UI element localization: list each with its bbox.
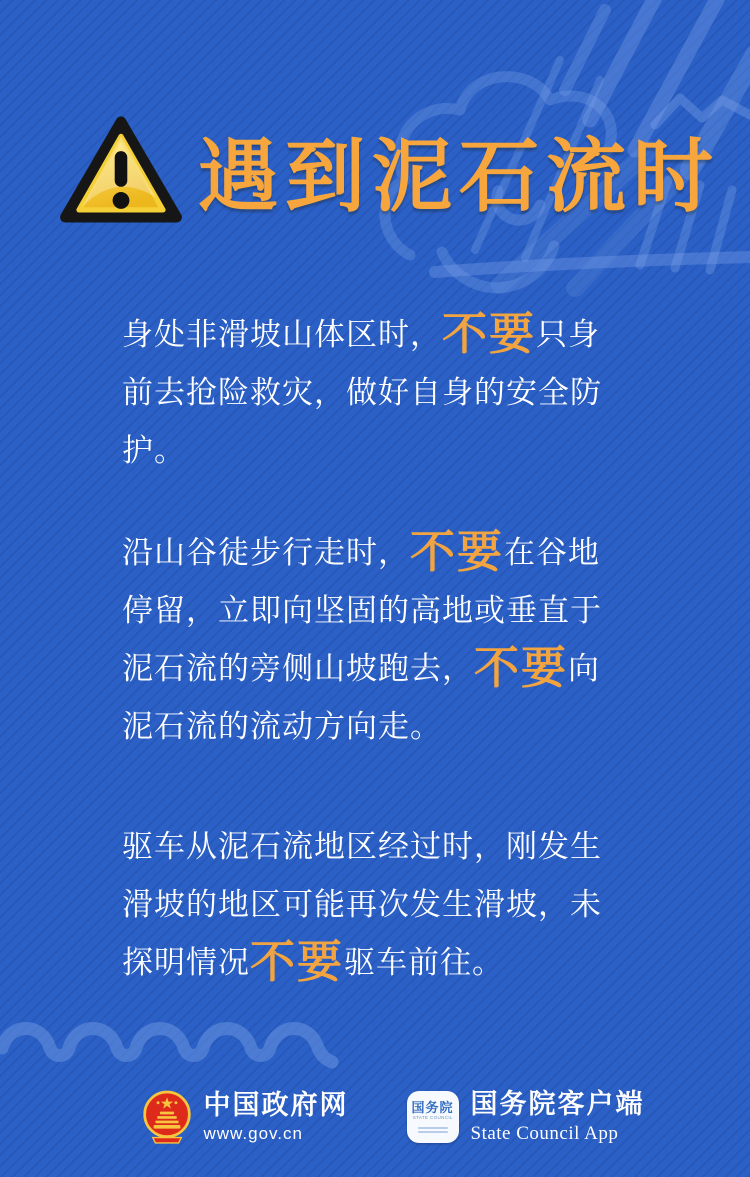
- wave-decoration: [0, 1008, 380, 1080]
- text-line: [122, 818, 662, 876]
- app-icon-lines: [418, 1125, 448, 1133]
- app-icon-title: 国务院: [411, 1099, 454, 1115]
- safety-paragraph: [122, 524, 662, 756]
- text-segment: 前去抢险救灾，做好自身的安全防: [122, 375, 602, 410]
- text-segment: 向: [568, 651, 601, 686]
- safety-paragraph: [122, 818, 662, 992]
- text-segment: 滑坡的地区可能再次发生滑坡，未: [122, 887, 602, 922]
- gov-site-name: 中国政府网: [203, 1089, 349, 1120]
- text-segment: 只身: [536, 317, 601, 352]
- text-segment: 护。: [122, 433, 186, 468]
- page-title: 遇到泥石流时: [198, 132, 720, 221]
- emphasis-text: 不要: [410, 526, 505, 577]
- text-segment: 沿山谷徒步行走时，: [122, 535, 410, 570]
- safety-paragraph: [122, 306, 662, 480]
- text-line: [122, 422, 662, 480]
- national-emblem-icon: [142, 1088, 192, 1146]
- text-line: [122, 698, 662, 756]
- text-line: [122, 306, 662, 364]
- text-line: [122, 582, 662, 640]
- gov-site-url: www.gov.cn: [203, 1124, 303, 1144]
- text-segment: 驱车前往。: [344, 945, 505, 980]
- app-icon-subtitle: STATE COUNCIL: [412, 1115, 453, 1121]
- gov-site-logo: [142, 1088, 349, 1146]
- content: [122, 306, 662, 992]
- text-segment: 探明情况: [122, 945, 250, 980]
- text-segment: 泥石流的旁侧山坡跑去，: [122, 651, 474, 686]
- text-segment: 泥石流的流动方向走。: [122, 709, 442, 744]
- state-council-app-icon: [407, 1091, 459, 1143]
- text-segment: 在谷地: [504, 535, 601, 570]
- text-line: [122, 364, 662, 422]
- text-line: [122, 876, 662, 934]
- text-line: [122, 524, 662, 582]
- header: [58, 112, 718, 227]
- app-name: 国务院客户端: [470, 1088, 645, 1119]
- footer: [18, 1088, 750, 1146]
- state-council-app-logo: [407, 1089, 645, 1145]
- emphasis-text: 不要: [474, 642, 569, 693]
- text-line: [122, 640, 662, 698]
- text-segment: 驱车从泥石流地区经过时，刚发生: [122, 829, 602, 864]
- text-segment: 身处非滑坡山体区时，: [122, 317, 442, 352]
- text-line: [122, 934, 662, 992]
- text-segment: 停留，立即向坚固的高地或垂直于: [122, 593, 602, 628]
- emphasis-text: 不要: [442, 308, 537, 359]
- app-subtitle: State Council App: [470, 1123, 619, 1145]
- warning-triangle-icon: [58, 113, 184, 227]
- emphasis-text: 不要: [250, 936, 345, 987]
